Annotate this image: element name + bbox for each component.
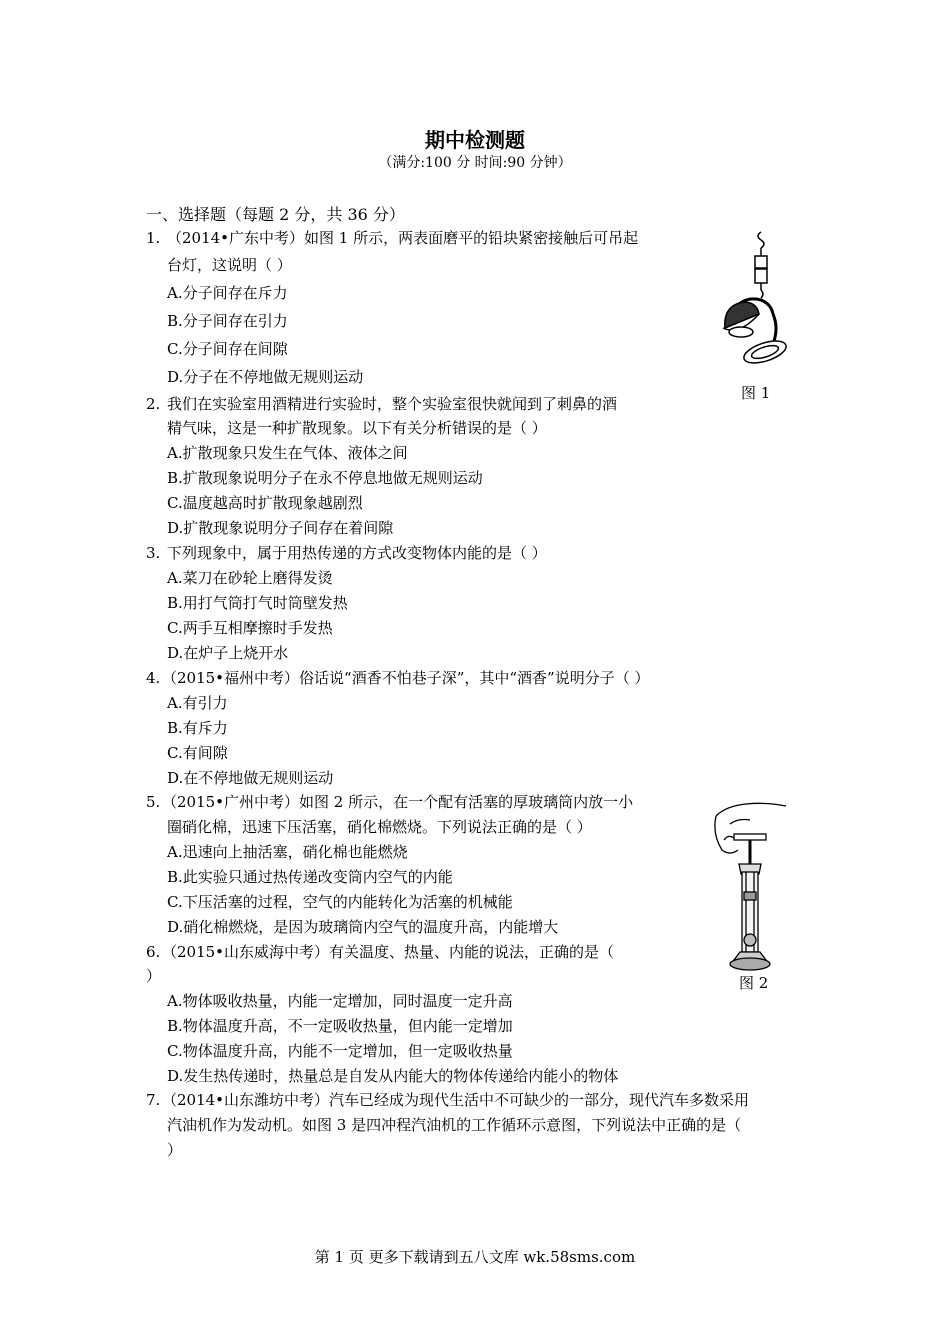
lamp-lead-blocks-illustration (715, 228, 795, 378)
option-text: C.分子间存在间隙 (167, 340, 288, 358)
question-number: 1. (146, 229, 161, 247)
question-number: 4. (146, 669, 161, 687)
question-text: （2015•广州中考）如图 2 所示，在一个配有活塞的厚玻璃筒内放一小 (162, 793, 634, 811)
glass-cylinder-piston-illustration (712, 798, 792, 976)
option-text: B.有斥力 (167, 719, 228, 737)
question-number: 6. (146, 943, 161, 961)
option-text: C.下压活塞的过程，空气的内能转化为活塞的机械能 (167, 893, 513, 911)
question-text: 精气味，这是一种扩散现象。以下有关分析错误的是（ ） (167, 419, 547, 437)
option-text: D.在不停地做无规则运动 (167, 769, 334, 787)
question-text: （2015•山东威海中考）有关温度、热量、内能的说法，正确的是（ (162, 943, 615, 961)
figure-caption: 图 2 (739, 974, 769, 992)
option-text: D.硝化棉燃烧，是因为玻璃筒内空气的温度升高，内能增大 (167, 918, 559, 936)
option-text: B.分子间存在引力 (167, 312, 288, 330)
option-text: A.迅速向上抽活塞，硝化棉也能燃烧 (167, 843, 408, 861)
question-text: 汽油机作为发动机。如图 3 是四冲程汽油机的工作循环示意图，下列说法中正确的是（ (167, 1116, 742, 1134)
option-text: B.物体温度升高，不一定吸收热量，但内能一定增加 (167, 1017, 513, 1035)
option-text: A.物体吸收热量，内能一定增加，同时温度一定升高 (167, 992, 513, 1010)
option-text: A.分子间存在斥力 (167, 284, 288, 302)
option-text: C.物体温度升高，内能不一定增加，但一定吸收热量 (167, 1042, 513, 1060)
option-text: B.此实验只通过热传递改变筒内空气的内能 (167, 868, 453, 886)
question-text: （2014•广东中考）如图 1 所示，两表面磨平的铅块紧密接触后可吊起 (167, 229, 639, 247)
page-title: 期中检测题 (425, 128, 525, 152)
option-text: C.两手互相摩擦时手发热 (167, 619, 333, 637)
question-number: 5. (146, 793, 161, 811)
question-text: 圈硝化棉，迅速下压活塞，硝化棉燃烧。下列说法正确的是（ ） (167, 818, 592, 836)
question-number: 7. (146, 1091, 161, 1109)
option-text: D.在炉子上烧开水 (167, 644, 289, 662)
question-text: 下列现象中，属于用热传递的方式改变物体内能的是（ ） (167, 544, 547, 562)
question-text: ） (167, 1141, 183, 1159)
question-text: 台灯，这说明（ ） (167, 256, 292, 274)
option-text: C.有间隙 (167, 744, 228, 762)
option-text: C.温度越高时扩散现象越剧烈 (167, 494, 363, 512)
section-heading: 一、选择题（每题 2 分，共 36 分） (146, 205, 405, 224)
option-text: B.扩散现象说明分子在永不停息地做无规则运动 (167, 469, 483, 487)
question-number: 2. (146, 395, 161, 413)
question-text: （2015•福州中考）俗话说“酒香不怕巷子深”，其中“酒香”说明分子（ ） (162, 669, 650, 687)
question-text: ） (146, 967, 162, 985)
option-text: A.菜刀在砂轮上磨得发烫 (167, 569, 333, 587)
option-text: D.扩散现象说明分子间存在着间隙 (167, 519, 394, 537)
figure-caption: 图 1 (741, 384, 771, 402)
option-text: D.分子在不停地做无规则运动 (167, 368, 364, 386)
option-text: A.扩散现象只发生在气体、液体之间 (167, 444, 408, 462)
option-text: A.有引力 (167, 694, 228, 712)
question-text: 我们在实验室用酒精进行实验时，整个实验室很快就闻到了刺鼻的酒 (167, 395, 618, 413)
page-footer: 第 1 页 更多下载请到五八文库 wk.58sms.com (314, 1248, 636, 1266)
page-subtitle: （满分:100 分 时间:90 分钟） (378, 155, 572, 171)
question-number: 3. (146, 544, 161, 562)
option-text: D.发生热传递时，热量总是自发从内能大的物体传递给内能小的物体 (167, 1067, 619, 1085)
option-text: B.用打气筒打气时筒壁发热 (167, 594, 348, 612)
question-text: （2014•山东潍坊中考）汽车已经成为现代生活中不可缺少的一部分，现代汽车多数采用 (162, 1091, 750, 1109)
